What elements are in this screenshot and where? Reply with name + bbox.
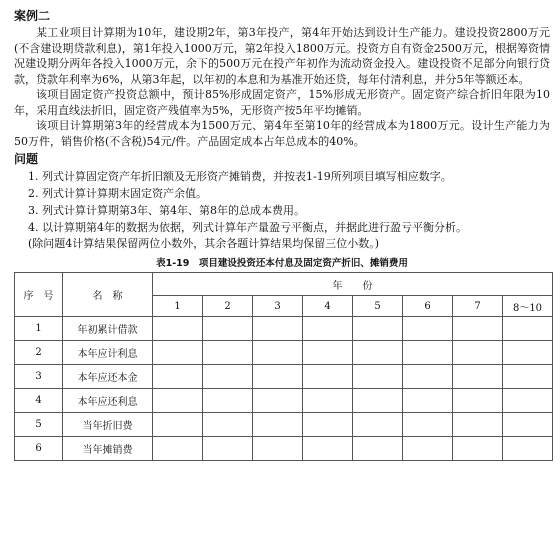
header-year-3: 3: [253, 296, 303, 317]
question-2: 2. 列式计算计算期末固定资产余值。: [28, 187, 207, 200]
table-row: [15, 437, 553, 461]
table-cell: [403, 341, 453, 365]
table-row: [15, 317, 553, 341]
header-year-4: 4: [303, 296, 353, 317]
row-name: 本年应还本金: [63, 365, 153, 389]
row-seq: 2: [15, 341, 63, 365]
table-cell: [303, 365, 353, 389]
table-cell: [153, 389, 203, 413]
table-cell: [253, 365, 303, 389]
table-cell: [353, 365, 403, 389]
row-name: 当年折旧费: [63, 413, 153, 437]
table-cell: [403, 317, 453, 341]
table-cell: [503, 317, 553, 341]
table-cell: [353, 413, 403, 437]
header-year-7: 7: [453, 296, 503, 317]
table-cell: [203, 365, 253, 389]
table-cell: [453, 389, 503, 413]
row-seq: 1: [15, 317, 63, 341]
table-cell: [203, 341, 253, 365]
table-cell: [253, 413, 303, 437]
row-seq: 6: [15, 437, 63, 461]
row-seq: 4: [15, 389, 63, 413]
table-cell: [403, 437, 453, 461]
header-year-8-10: 8～10: [503, 296, 553, 317]
table-cell: [503, 413, 553, 437]
row-name: 年初累计借款: [63, 317, 153, 341]
table-cell: [153, 365, 203, 389]
table-cell: [353, 389, 403, 413]
table-cell: [353, 317, 403, 341]
table-cell: [253, 437, 303, 461]
header-year-1: 1: [153, 296, 203, 317]
table-cell: [503, 341, 553, 365]
table-cell: [303, 413, 353, 437]
table-cell: [503, 365, 553, 389]
header-name: 名 称: [63, 273, 153, 317]
table-cell: [253, 341, 303, 365]
table-cell: [303, 317, 353, 341]
question-4: 4. 以计算期第4年的数据为依据，列式计算年产量盈亏平衡点，并据此进行盈亏平衡分析。: [28, 221, 467, 234]
paragraph-3: 该项目计算期第3年的经营成本为1500万元、第4年至第10年的经营成本为1800万元。设计生产能力为50万件，销售价格(不含税)54元/件。产品固定成本占年总成本的40%。: [14, 119, 550, 148]
data-table: [14, 272, 553, 461]
paragraph-2: 该项目固定资产投资总额中，预计85%形成固定资产，15%形成无形资产。固定资产综合折旧年限为10年，采用直线法折旧，固定资产残值率为5%，无形资产按5年平均摊销。: [14, 88, 550, 117]
table-cell: [153, 413, 203, 437]
table-cell: [253, 389, 303, 413]
row-name: 本年应计利息: [63, 341, 153, 365]
table-cell: [503, 389, 553, 413]
table-row: [15, 413, 553, 437]
table-cell: [153, 437, 203, 461]
questions-title: 问题: [14, 152, 39, 166]
table-cell: [253, 317, 303, 341]
header-year: 年 份: [153, 273, 553, 296]
table-cell: [353, 341, 403, 365]
table-cell: [153, 341, 203, 365]
table-cell: [453, 317, 503, 341]
header-year-2: 2: [203, 296, 253, 317]
table-cell: [403, 365, 453, 389]
row-name: 本年应还利息: [63, 389, 153, 413]
header-year-6: 6: [403, 296, 453, 317]
table-cell: [203, 317, 253, 341]
table-cell: [453, 413, 503, 437]
table-cell: [453, 437, 503, 461]
table-cell: [403, 389, 453, 413]
header-seq: 序 号: [15, 273, 63, 317]
question-3: 3. 列式计算计算期第3年、第4年、第8年的总成本费用。: [28, 204, 305, 217]
table-cell: [153, 317, 203, 341]
question-1: 1. 列式计算固定资产年折旧额及无形资产摊销费，并按表1-19所列项目填写相应数字。: [28, 170, 452, 183]
table-cell: [303, 437, 353, 461]
table-cell: [303, 389, 353, 413]
row-name: 当年摊销费: [63, 437, 153, 461]
table-cell: [503, 437, 553, 461]
row-seq: 5: [15, 413, 63, 437]
table-caption: 表1-19 项目建设投资还本付息及固定资产折旧、摊销费用: [156, 258, 408, 269]
table-row: [15, 389, 553, 413]
table-row: [15, 365, 553, 389]
table-cell: [453, 365, 503, 389]
table-cell: [203, 437, 253, 461]
table-cell: [353, 437, 403, 461]
header-year-5: 5: [353, 296, 403, 317]
case-title: 案例二: [14, 9, 51, 23]
table-cell: [203, 413, 253, 437]
paragraph-1: 某工业项目计算期为10年，建设期2年，第3年投产，第4年开始达到设计生产能力。建设投资2800万元(不含建设期贷款利息)，第1年投入1000万元，第2年投入1800万元。投资方自有资金2500万元，根据筹资情况建设期分两年各投入1000万元，余下的500万元在投产年初作为流动资金投入。建设投资不足部分向银行贷款，贷款年利率为6%，从第3年起，以年初的本息和为基准开始还贷，每年付清利息，并分5年等额还本。: [14, 26, 550, 86]
table-cell: [303, 341, 353, 365]
table-cell: [203, 389, 253, 413]
table-cell: [453, 341, 503, 365]
table-row: [15, 341, 553, 365]
rounding-note: (除问题4计算结果保留两位小数外，其余各题计算结果均保留三位小数。): [28, 237, 380, 250]
table-cell: [403, 413, 453, 437]
row-seq: 3: [15, 365, 63, 389]
